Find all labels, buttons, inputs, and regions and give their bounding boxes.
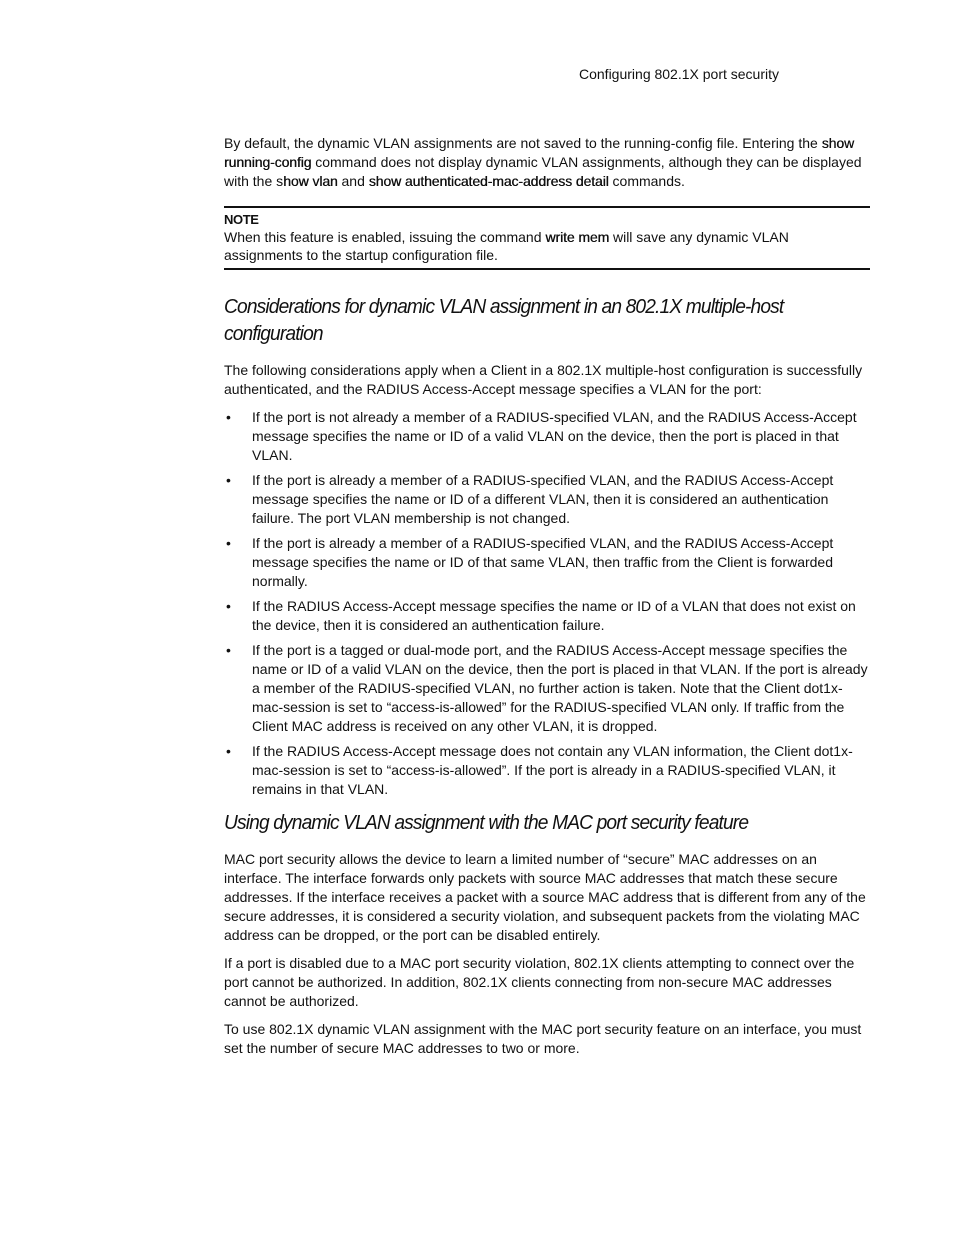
note-box (224, 206, 870, 270)
section2-paragraph: If a port is disabled due to a MAC port security violation, 802.1X clients attempting to connect over the port cannot be authorized. In addition, 802.1X clients connecting from non-secure MAC addresses cannot be authorized. (224, 955, 855, 1009)
list-item (224, 471, 870, 528)
note-title: NOTE (224, 212, 259, 227)
bullet-icon: • (226, 642, 231, 658)
list-item (224, 408, 870, 465)
intro-text-4: commands. (608, 173, 685, 189)
note-text-1: When this feature is enabled, issuing the command (224, 229, 546, 245)
intro-paragraph (224, 134, 870, 191)
cmd-show-vlan: how vlan (283, 173, 338, 189)
cmd-write-mem: write mem (545, 229, 610, 245)
bullet-icon: • (226, 743, 231, 759)
list-item-text: If the port is already a member of a RADIUS-specified VLAN, and the RADIUS Access-Accept message specifies the name or ID of a different VLAN, then it is considered an authentication failure. The port VLAN membership is not changed. (252, 472, 834, 526)
list-item (224, 534, 870, 591)
section-heading-mac-port-security: Using dynamic VLAN assignment with the MAC port security feature (224, 812, 749, 834)
bullet-icon: • (226, 409, 231, 425)
list-item (224, 742, 870, 799)
list-item-text: If the RADIUS Access-Accept message specifies the name or ID of a VLAN that does not exist on the device, then it is considered an authentication failure. (252, 598, 856, 633)
list-item-text: If the port is a tagged or dual-mode port, and the RADIUS Access-Accept message specifies the name or ID of a valid VLAN on the device, then the port is placed in that VLAN. If the port is already a member of the RADIUS-specified VLAN, no further action is taken. Note that the Client dot1x-mac-session is set to “access-is-allowed” for the RADIUS-specified VLAN only. If traffic from the Client MAC address is received on any other VLAN, it is dropped. (252, 642, 868, 734)
cmd-show-running-config: show running-config (224, 135, 854, 170)
intro-text-3: and (337, 173, 369, 189)
section2-paragraph: MAC port security allows the device to learn a limited number of “secure” MAC addresses on an interface. The interface forwards only packets with source MAC addresses that match these secure addresses. If the interface receives a packet with a source MAC address that is different from any of the secure addresses, it is considered a security violation, and subsequent packets from the violating MAC address can be dropped, or the port can be disabled entirely. (224, 851, 866, 943)
bullet-icon: • (226, 598, 231, 614)
list-item-text: If the RADIUS Access-Accept message does not contain any VLAN information, the Client dot1x-mac-session is set to “access-is-allowed”. If the port is already in a RADIUS-specified VLAN, it remains in that VLAN. (252, 743, 853, 797)
page-body (224, 134, 870, 1067)
running-header: Configuring 802.1X port security (579, 66, 779, 82)
section1-intro: The following considerations apply when a Client in a 802.1X multiple-host configuration is successfully authenticated, and the RADIUS Access-Accept message specifies a VLAN for the port: (224, 362, 863, 397)
note-text (224, 228, 870, 264)
section-heading-multiple-host: Considerations for dynamic VLAN assignment in an 802.1X multiple-host configuration (224, 296, 784, 345)
list-item-text: If the port is already a member of a RADIUS-specified VLAN, and the RADIUS Access-Accept message specifies the name or ID of that same VLAN, then traffic from the Client is forwarded normally. (252, 535, 834, 589)
bullet-icon: • (226, 472, 231, 488)
cmd-show-authenticated-mac-address-detail: show authenticated-mac-address detail (368, 173, 609, 189)
considerations-list (224, 408, 870, 799)
intro-text-2: command does not display dynamic VLAN assignments, although they can be displayed with the s (224, 154, 862, 189)
list-item-text: If the port is not already a member of a RADIUS-specified VLAN, and the RADIUS Access-Accept message specifies the name or ID of a valid VLAN on the device, then the port is placed in that VLAN. (252, 409, 857, 463)
list-item (224, 641, 870, 736)
section2-paragraph: To use 802.1X dynamic VLAN assignment with the MAC port security feature on an interface, you must set the number of secure MAC addresses to two or more. (224, 1021, 862, 1056)
list-item (224, 597, 870, 635)
intro-text-1: By default, the dynamic VLAN assignments are not saved to the running-config file. Entering the (224, 135, 822, 151)
note-text-2: will save any dynamic VLAN assignments to the startup configuration file. (224, 229, 789, 263)
bullet-icon: • (226, 535, 231, 551)
